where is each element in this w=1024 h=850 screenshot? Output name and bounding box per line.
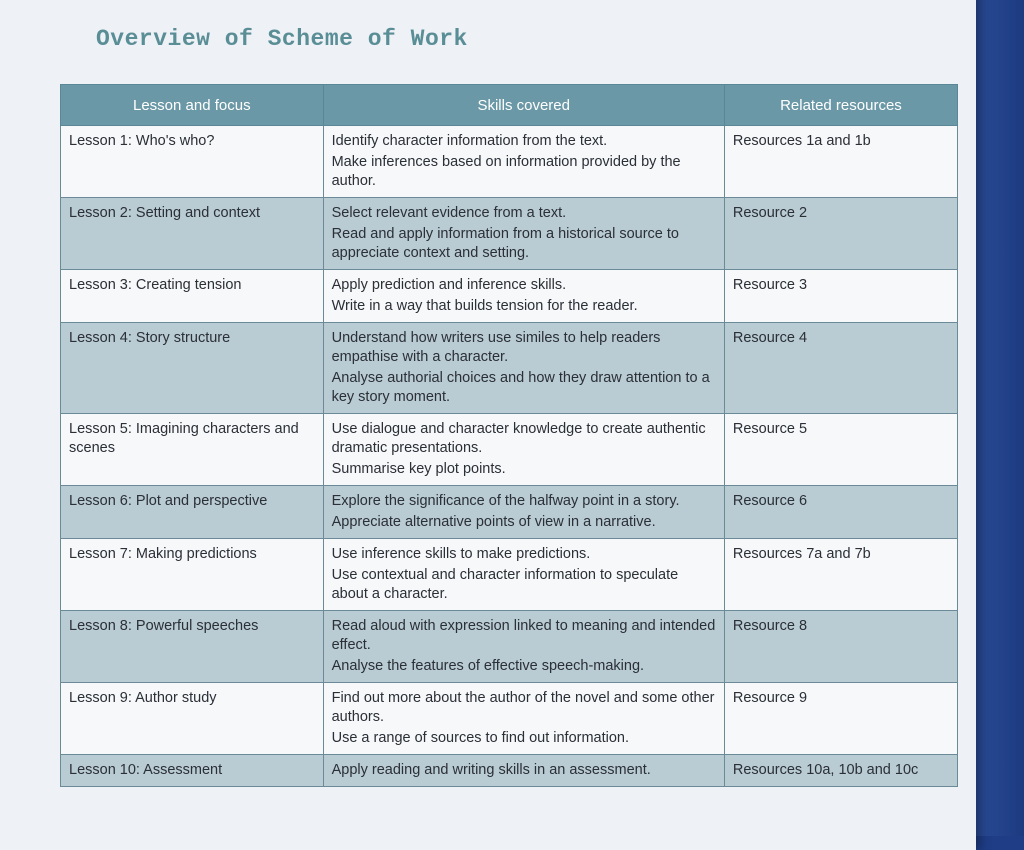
table-row <box>61 323 958 414</box>
lesson-cell: Lesson 5: Imagining characters and scenes <box>61 414 324 486</box>
table-row <box>61 611 958 683</box>
lesson-cell: Lesson 4: Story structure <box>61 323 324 414</box>
table-row <box>61 414 958 486</box>
header-skills-covered: Skills covered <box>323 85 724 126</box>
resource-cell: Resource 4 <box>724 323 957 414</box>
lesson-cell: Lesson 1: Who's who? <box>61 126 324 198</box>
scheme-table-container <box>60 84 958 787</box>
skill-item: Analyse the features of effective speech-making. <box>331 658 645 674</box>
skill-item: Use a range of sources to find out information. <box>331 730 630 746</box>
skill-item: Read and apply information from a historical source to appreciate context and setting. <box>331 226 679 261</box>
resource-cell: Resource 2 <box>724 198 957 270</box>
skills-cell <box>323 270 724 323</box>
skill-item: Summarise key plot points. <box>331 461 506 477</box>
table-row <box>61 683 958 755</box>
header-lesson-and-focus: Lesson and focus <box>61 85 324 126</box>
lesson-cell: Lesson 8: Powerful speeches <box>61 611 324 683</box>
table-row <box>61 126 958 198</box>
table-row <box>61 198 958 270</box>
skill-item: Apply prediction and inference skills. <box>331 277 567 293</box>
lesson-cell: Lesson 7: Making predictions <box>61 539 324 611</box>
skills-cell <box>323 323 724 414</box>
table-row <box>61 270 958 323</box>
lesson-cell: Lesson 6: Plot and perspective <box>61 486 324 539</box>
skill-item: Make inferences based on information provided by the author. <box>331 154 681 189</box>
resource-cell: Resource 5 <box>724 414 957 486</box>
skill-item: Explore the significance of the halfway point in a story. <box>331 493 680 509</box>
skills-cell <box>323 755 724 787</box>
skill-item: Use contextual and character information to speculate about a character. <box>331 567 679 602</box>
header-related-resources: Related resources <box>724 85 957 126</box>
resource-cell: Resources 10a, 10b and 10c <box>724 755 957 787</box>
skill-item: Appreciate alternative points of view in a narrative. <box>331 514 656 530</box>
resource-cell: Resource 6 <box>724 486 957 539</box>
lesson-cell: Lesson 9: Author study <box>61 683 324 755</box>
skill-item: Apply reading and writing skills in an assessment. <box>331 762 651 778</box>
skill-item: Analyse authorial choices and how they draw attention to a key story moment. <box>331 370 710 405</box>
resource-cell: Resources 7a and 7b <box>724 539 957 611</box>
lesson-cell: Lesson 10: Assessment <box>61 755 324 787</box>
table-header-row <box>61 85 958 126</box>
resource-cell: Resource 8 <box>724 611 957 683</box>
skill-item: Write in a way that builds tension for the reader. <box>331 298 638 314</box>
lesson-cell: Lesson 2: Setting and context <box>61 198 324 270</box>
lesson-cell: Lesson 3: Creating tension <box>61 270 324 323</box>
resource-cell: Resource 9 <box>724 683 957 755</box>
skill-item: Use dialogue and character knowledge to create authentic dramatic presentations. <box>331 421 706 456</box>
skill-item: Identify character information from the text. <box>331 133 608 149</box>
skills-cell <box>323 683 724 755</box>
skills-cell <box>323 414 724 486</box>
table-row <box>61 755 958 787</box>
skill-item: Select relevant evidence from a text. <box>331 205 567 221</box>
skills-cell <box>323 539 724 611</box>
resource-cell: Resources 1a and 1b <box>724 126 957 198</box>
table-body <box>61 126 958 787</box>
scheme-of-work-table <box>60 84 958 787</box>
skill-item: Use inference skills to make predictions. <box>331 546 591 562</box>
background-surface <box>976 0 1024 836</box>
skills-cell <box>323 611 724 683</box>
skills-cell <box>323 198 724 270</box>
skill-item: Understand how writers use similes to help readers empathise with a character. <box>331 330 661 365</box>
skills-cell <box>323 486 724 539</box>
resource-cell: Resource 3 <box>724 270 957 323</box>
skill-item: Find out more about the author of the novel and some other authors. <box>331 690 715 725</box>
skill-item: Read aloud with expression linked to meaning and intended effect. <box>331 618 716 653</box>
table-row <box>61 539 958 611</box>
skills-cell <box>323 126 724 198</box>
document-title: Overview of Scheme of Work <box>96 26 468 52</box>
table-row <box>61 486 958 539</box>
